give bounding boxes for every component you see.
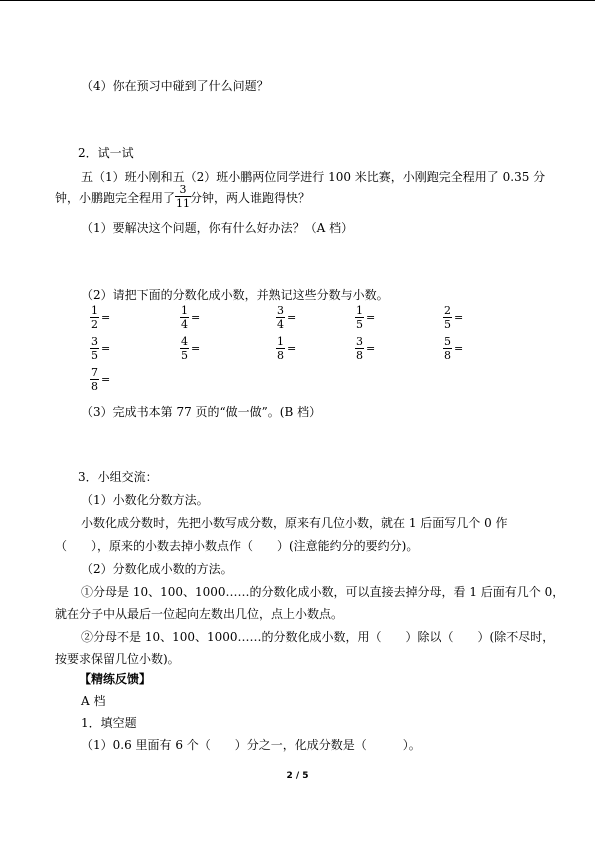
fraction-item: 4 5 xyxy=(181,335,188,362)
fill-in-heading: 1．填空题 xyxy=(81,716,137,730)
equals-sign: = xyxy=(191,342,201,355)
grade-label: A 档 xyxy=(81,694,106,708)
inline-fraction xyxy=(175,184,191,209)
fraction-item: 3 4 xyxy=(277,304,284,331)
fill-question-1: （1）0.6 里面有 6 个（ ）分之一，化成分数是（ ）。 xyxy=(81,738,421,752)
method-2-line-c: ②分母不是 10、100、1000……的分数化成小数，用（ ）除以（ ）(除不尽时， xyxy=(81,630,555,644)
method-1-line-b: （ ），原来的小数去掉小数点作（ ）(注意能约分的要约分)。 xyxy=(55,539,419,553)
feedback-heading: 【精练反馈】 xyxy=(79,672,152,686)
problem-line-2b: 分钟，两人谁跑得快？ xyxy=(190,191,311,205)
fraction-denominator: 11 xyxy=(176,197,190,210)
equals-sign: = xyxy=(287,311,297,324)
fraction-item: 1 8 xyxy=(277,335,284,362)
method-2-line-b: 就在分子中从最后一位起向左数出几位，点上小数点。 xyxy=(55,607,344,621)
method-2-line-a: ①分母是 10、100、1000……的分数化成小数，可以直接去掉分母，看 1 后面有几个 0， xyxy=(81,585,565,599)
subquestion-2: （2）请把下面的分数化成小数，并熟记这些分数与小数。 xyxy=(81,288,389,302)
fraction-item: 1 5 xyxy=(356,304,363,331)
equals-sign: = xyxy=(454,311,464,324)
fraction-item: 1 2 xyxy=(91,304,98,331)
problem-line-1: 五（1）班小刚和五（2）班小鹏两位同学进行 100 米比赛，小刚跑完全程用了 0.35 分 xyxy=(81,170,546,184)
fraction-item: 1 4 xyxy=(181,304,188,331)
method-2-line-d: 按要求保留几位小数)。 xyxy=(55,652,180,666)
method-1-title: （1）小数化分数方法。 xyxy=(81,493,209,507)
header-rule xyxy=(0,0,595,1)
fraction-item: 3 8 xyxy=(356,335,363,362)
equals-sign: = xyxy=(191,311,201,324)
problem-line-2a: 钟，小鹏跑完全程用了 xyxy=(55,191,176,205)
subquestion-3: （3）完成书本第 77 页的“做一做”。(B 档） xyxy=(81,405,322,419)
equals-sign: = xyxy=(366,311,376,324)
equals-sign: = xyxy=(101,311,111,324)
method-2-title: （2）分数化成小数的方法。 xyxy=(81,562,233,576)
section-3-heading: 3．小组交流： xyxy=(78,470,158,484)
section-2-heading: 2．试一试 xyxy=(78,146,134,160)
equals-sign: = xyxy=(366,342,376,355)
equals-sign: = xyxy=(454,342,464,355)
fraction-item: 2 5 xyxy=(444,304,451,331)
question-4: （4）你在预习中碰到了什么问题？ xyxy=(81,79,269,93)
fraction-numerator: 3 xyxy=(179,183,187,196)
equals-sign: = xyxy=(101,373,111,386)
fraction-item: 3 5 xyxy=(91,335,98,362)
equals-sign: = xyxy=(101,342,111,355)
page-number: 2 / 5 xyxy=(286,771,309,781)
fraction-item: 5 8 xyxy=(444,335,451,362)
method-1-line-a: 小数化成分数时，先把小数写成分数，原来有几位小数，就在 1 后面写几个 0 作 xyxy=(81,516,508,530)
equals-sign: = xyxy=(287,342,297,355)
fraction-item: 7 8 xyxy=(91,366,98,393)
subquestion-1: （1）要解决这个问题，你有什么好办法？（A 档） xyxy=(81,221,354,235)
